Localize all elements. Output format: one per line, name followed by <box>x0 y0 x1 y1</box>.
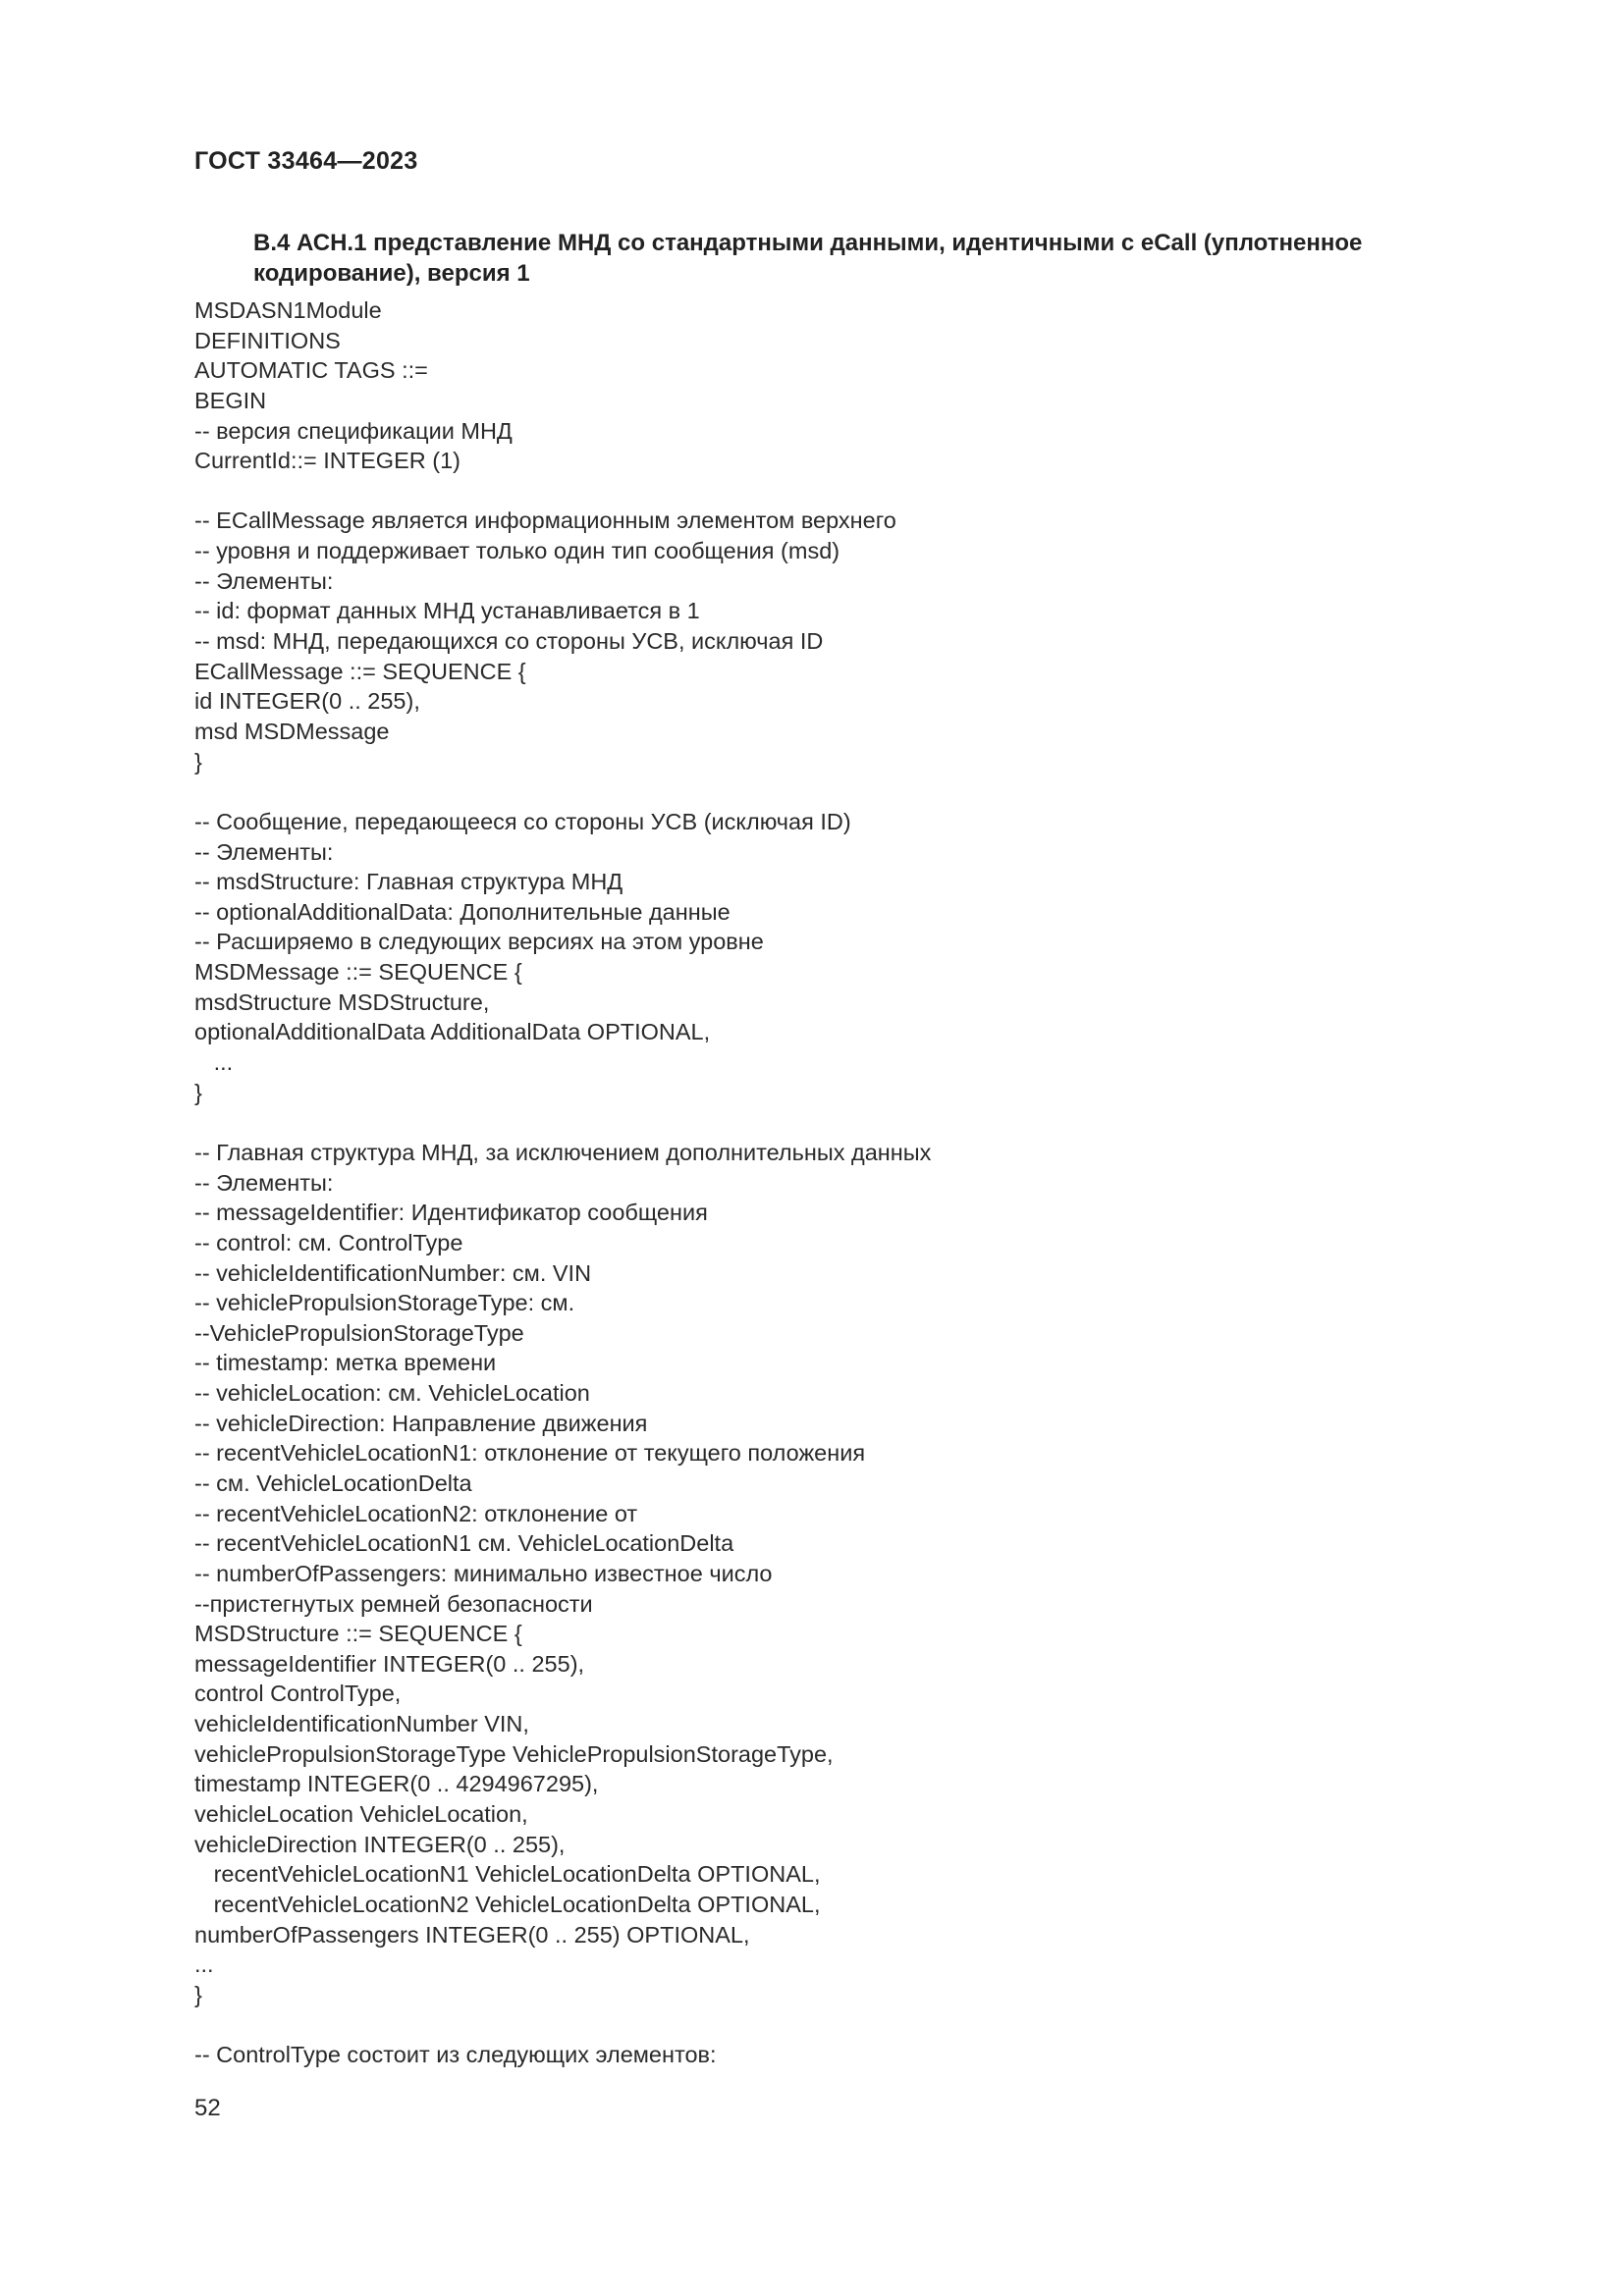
code-line: } <box>194 1981 202 2007</box>
code-line: vehicleDirection INTEGER(0 .. 255), <box>194 1831 566 1857</box>
code-line: numberOfPassengers INTEGER(0 .. 255) OPTIONAL, <box>194 1921 750 1948</box>
code-line: -- vehicleDirection: Направление движения <box>194 1410 648 1436</box>
code-line: MSDASN1Module <box>194 297 382 323</box>
code-line: -- Главная структура МНД, за исключением дополнительных данных <box>194 1139 932 1165</box>
code-line: id INTEGER(0 .. 255), <box>194 688 420 715</box>
code-line: -- ECallMessage является информационным элементом верхнего <box>194 507 896 534</box>
code-line: -- ControlType состоит из следующих элементов: <box>194 2042 717 2068</box>
code-line: -- recentVehicleLocationN2: отклонение от <box>194 1500 638 1526</box>
code-line: -- версия спецификации МНД <box>194 417 513 444</box>
code-line: msdStructure MSDStructure, <box>194 988 490 1015</box>
code-line: -- vehiclePropulsionStorageType: см. <box>194 1290 575 1316</box>
code-line: DEFINITIONS <box>194 327 341 353</box>
document-header: ГОСТ 33464—2023 <box>194 147 418 175</box>
code-line: -- numberOfPassengers: минимально известное число <box>194 1560 773 1586</box>
code-line: --VehiclePropulsionStorageType <box>194 1319 524 1346</box>
code-line: timestamp INTEGER(0 .. 4294967295), <box>194 1771 599 1797</box>
code-line <box>194 776 1471 807</box>
code-line: -- recentVehicleLocationN1 см. VehicleLocationDelta <box>194 1530 734 1557</box>
code-line: CurrentId::= INTEGER (1) <box>194 448 460 474</box>
section-title: В.4 АСН.1 представление МНД со стандартными данными, идентичными с eCall (уплотненное кодирование), версия 1 <box>253 230 1363 287</box>
code-line: -- msdStructure: Главная структура МНД <box>194 869 623 895</box>
code-line <box>194 476 1471 507</box>
code-line: msd MSDMessage <box>194 718 390 744</box>
asn1-code-block <box>194 295 1471 2070</box>
code-line: -- timestamp: метка времени <box>194 1350 497 1376</box>
page-number: 52 <box>194 2095 221 2121</box>
code-line: -- см. VehicleLocationDelta <box>194 1469 472 1496</box>
code-line: control ControlType, <box>194 1681 402 1707</box>
code-line <box>194 2010 1471 2041</box>
code-line: -- vehicleLocation: см. VehicleLocation <box>194 1380 590 1407</box>
code-line: ECallMessage ::= SEQUENCE { <box>194 658 526 684</box>
code-line: } <box>194 1079 202 1105</box>
code-line: -- Элементы: <box>194 838 334 865</box>
code-line: optionalAdditionalData AdditionalData OPTIONAL, <box>194 1019 711 1045</box>
code-line: --пристегнутых ремней безопасности <box>194 1590 593 1617</box>
code-line: ... <box>194 1951 214 1978</box>
code-line: ... <box>194 1049 234 1076</box>
code-line: } <box>194 748 202 774</box>
code-line: -- optionalAdditionalData: Дополнительные данные <box>194 898 731 925</box>
code-line: -- control: см. ControlType <box>194 1229 463 1255</box>
code-line: recentVehicleLocationN1 VehicleLocationDelta OPTIONAL, <box>194 1861 821 1888</box>
code-line: MSDMessage ::= SEQUENCE { <box>194 959 522 986</box>
code-line: -- id: формат данных МНД устанавливается в 1 <box>194 598 700 624</box>
code-line: vehicleLocation VehicleLocation, <box>194 1801 528 1828</box>
code-line: MSDStructure ::= SEQUENCE { <box>194 1621 522 1647</box>
code-line: -- Сообщение, передающееся со стороны УСВ (исключая ID) <box>194 808 851 834</box>
code-line: BEGIN <box>194 387 267 413</box>
code-line: recentVehicleLocationN2 VehicleLocationDelta OPTIONAL, <box>194 1891 821 1917</box>
code-line: -- Расширяемо в следующих версиях на этом уровне <box>194 929 764 955</box>
code-line: -- Элементы: <box>194 1169 334 1196</box>
code-line: AUTOMATIC TAGS ::= <box>194 357 428 384</box>
code-line: -- msd: МНД, передающихся со стороны УСВ, исключая ID <box>194 628 824 655</box>
code-line: vehicleIdentificationNumber VIN, <box>194 1711 529 1737</box>
code-line: -- vehicleIdentificationNumber: см. VIN <box>194 1259 592 1286</box>
code-line <box>194 1107 1471 1138</box>
code-line: -- Элементы: <box>194 567 334 594</box>
code-line: vehiclePropulsionStorageType VehiclePropulsionStorageType, <box>194 1740 834 1767</box>
code-line: messageIdentifier INTEGER(0 .. 255), <box>194 1650 585 1677</box>
code-line: -- уровня и поддерживает только один тип сообщения (msd) <box>194 538 840 564</box>
code-line: -- recentVehicleLocationN1: отклонение от текущего положения <box>194 1440 866 1467</box>
code-line: -- messageIdentifier: Идентификатор сообщения <box>194 1200 708 1226</box>
